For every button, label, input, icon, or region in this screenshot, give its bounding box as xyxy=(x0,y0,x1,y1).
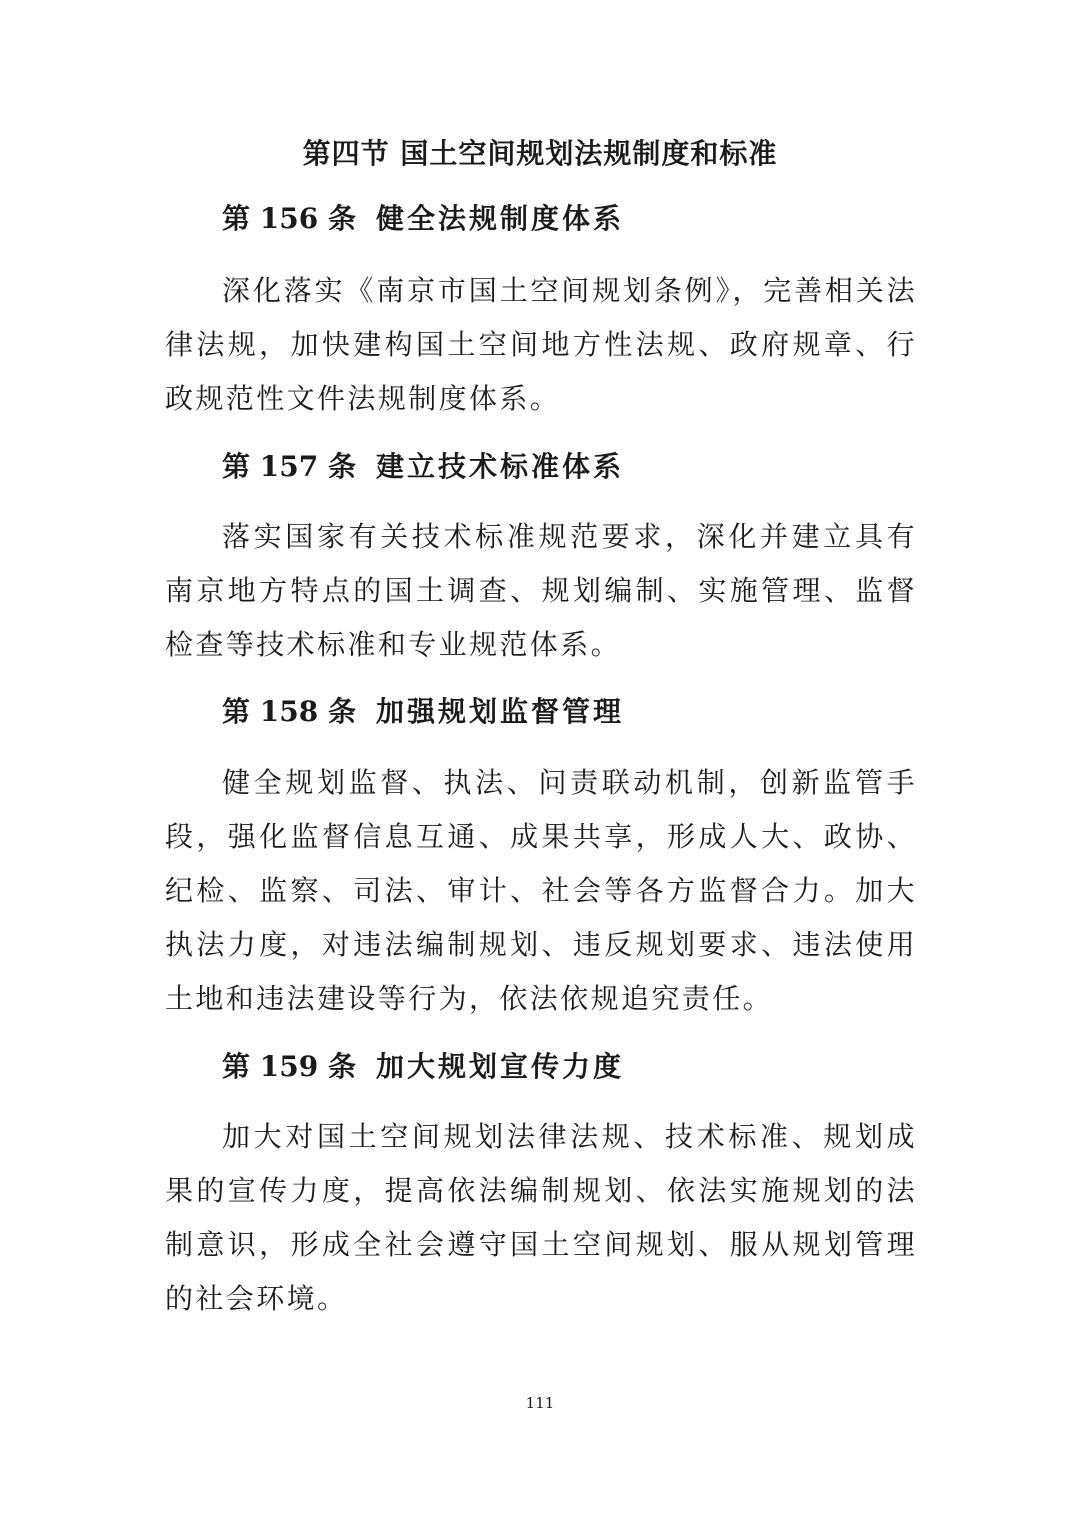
section-title: 第四节 国土空间规划法规制度和标准 xyxy=(302,137,778,170)
article-156-heading xyxy=(222,195,624,243)
article-159-body: 加大对国土空间规划法律法规、技术标准、规划成果的宣传力度，提高依法编制规划、依法实施规划的法制意识，形成全社会遵守国土空间规划、服从规划管理的社会环境。 xyxy=(165,1120,917,1315)
article-title: 健全法规制度体系 xyxy=(375,202,624,235)
article-157-heading xyxy=(222,443,624,491)
page-number: 111 xyxy=(525,1394,555,1412)
article-number: 第 156 条 xyxy=(222,202,356,235)
article-title: 加大规划宣传力度 xyxy=(375,1050,624,1083)
article-title: 加强规划监督管理 xyxy=(375,695,624,728)
article-158-body: 健全规划监督、执法、问责联动机制，创新监管手段，强化监督信息互通、成果共享，形成人大、政协、纪检、监察、司法、审计、社会等各方监督合力。加大执法力度，对违法编制规划、违反规划要求、违法使用土地和违法建设等行为，依法依规追究责任。 xyxy=(165,766,917,1015)
article-159-heading xyxy=(222,1043,624,1091)
article-157-body: 落实国家有关技术标准规范要求，深化并建立具有南京地方特点的国土调查、规划编制、实施管理、监督检查等技术标准和专业规范体系。 xyxy=(165,520,917,661)
article-title: 建立技术标准体系 xyxy=(375,450,624,483)
article-158-heading xyxy=(222,688,624,736)
article-number: 第 159 条 xyxy=(222,1050,356,1083)
article-number: 第 157 条 xyxy=(222,450,356,483)
article-number: 第 158 条 xyxy=(222,695,356,728)
article-156-body: 深化落实《南京市国土空间规划条例》，完善相关法律法规，加快建构国土空间地方性法规、政府规章、行政规范性文件法规制度体系。 xyxy=(165,274,917,415)
